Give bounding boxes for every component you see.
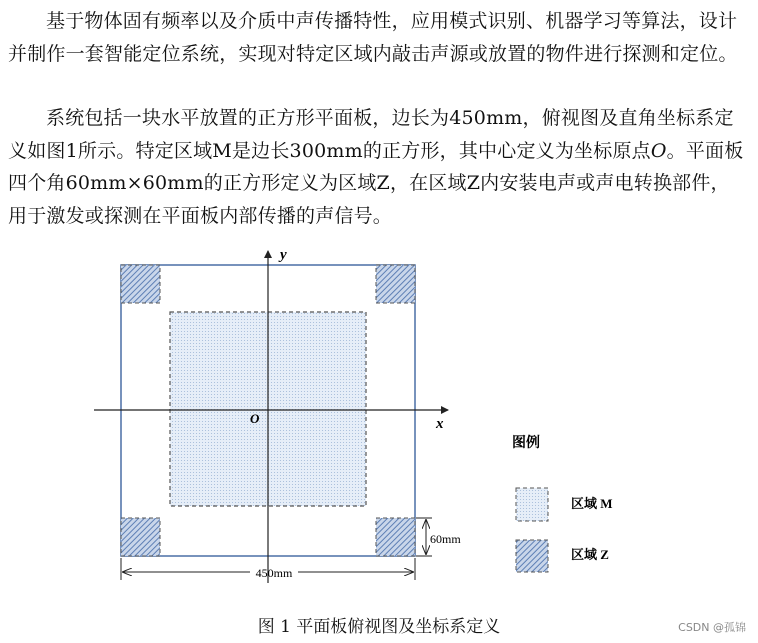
watermark: CSDN @孤锦 [678,621,746,634]
zone-z-top-left [121,265,160,303]
legend-zone-z-swatch [516,540,548,572]
paragraph-system-text-a: 系统包括一块水平放置的正方形平面板，边长为450mm，俯视图及直角坐标系定义如图1所示。特定区域M是边长300mm的正方形，其中心定义为坐标原点 [8,107,734,162]
legend-zone-m-label: 区域 M [571,496,613,511]
paragraph-intro-text: 基于物体固有频率以及介质中声传播特性，应用模式识别、机器学习等算法，设计并制作一套智能定位系统，实现对特定区域内敲击声源或放置的物件进行探测和定位。 [8,10,738,65]
legend-zone-z-label: 区域 Z [571,547,609,562]
dim-width-label: 450mm [255,566,293,580]
legend-zone-m-swatch [516,488,548,521]
legend-title: 图例 [512,436,540,451]
y-axis-label: y [280,247,287,263]
origin-label: O [250,411,260,426]
zone-z-top-right [376,265,415,303]
paragraph-system-text-b: 。平面板四个角60mm×60mm的正方形定义为区域Z，在区域Z内安装电声或声电转换部件，用于激发或探测在平面板内部传播的声信号。 [8,139,744,227]
dim-corner-label: 60mm [430,532,461,546]
zone-z-bottom-right [376,518,415,556]
x-axis-label: x [436,416,444,432]
zone-z-bottom-left [121,518,160,556]
origin-symbol: O [650,139,667,162]
figure-caption: 图 1 平面板俯视图及坐标系定义 [257,617,501,637]
